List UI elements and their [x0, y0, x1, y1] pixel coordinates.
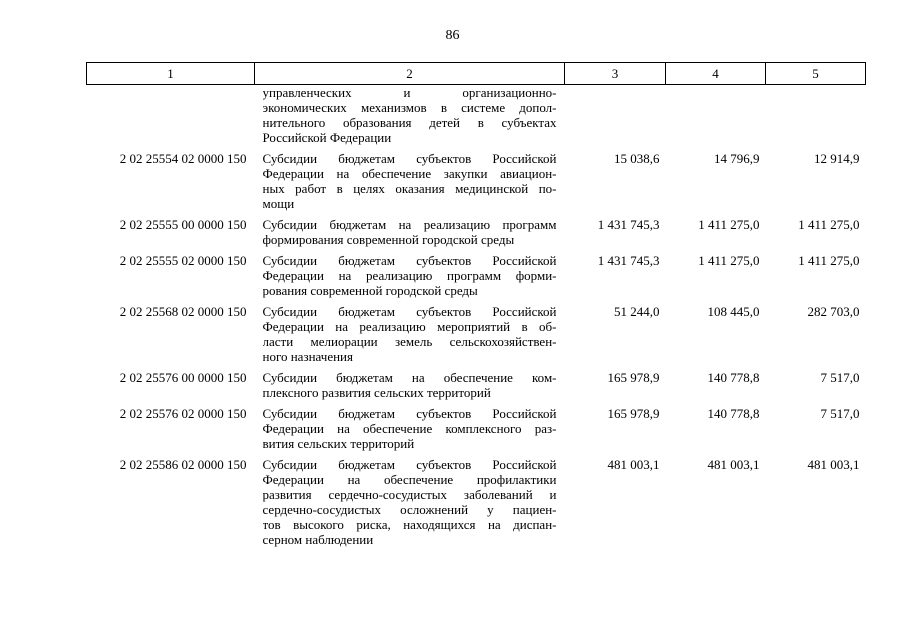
amount-col-3: 1 431 745,3: [597, 217, 660, 232]
description-line: Федерации на обеспечение профилактики: [262, 472, 557, 487]
table-row: [87, 400, 866, 451]
revenue-description: [255, 400, 565, 451]
amount-col-4: 108 445,0: [707, 304, 760, 319]
amount-col-5: 7 517,0: [820, 406, 860, 421]
amount-col-5: 1 411 275,0: [798, 217, 860, 232]
amount-col-3: 165 978,9: [607, 406, 660, 421]
revenue-description: [255, 364, 565, 400]
description-line: тов высокого риска, находящихся на диспан-: [262, 517, 557, 532]
budget-table: [86, 62, 866, 547]
table-body: [87, 85, 866, 548]
header-col-3: 3: [565, 63, 666, 85]
revenue-code: 2 02 25576 02 0000 150: [119, 406, 247, 421]
description-line: Субсидии бюджетам на обеспечение ком-: [262, 370, 557, 385]
revenue-code: 2 02 25576 00 0000 150: [119, 370, 247, 385]
description-line: Федерации на обеспечение закупки авиацион-: [262, 166, 557, 181]
table-row: [87, 298, 866, 364]
description-line: рования современной городской среды: [262, 283, 478, 298]
amount-col-3: 15 038,6: [614, 151, 660, 166]
amount-col-4: [666, 85, 766, 146]
description-line: Субсидии бюджетам на реализацию программ: [262, 217, 557, 232]
description-line: ласти мелиорации земель сельскохозяйствен-: [262, 334, 557, 349]
revenue-code: [87, 85, 255, 146]
amount-col-5: 12 914,9: [814, 151, 860, 166]
table-row: [87, 247, 866, 298]
table-row: [87, 451, 866, 547]
description-line: сердечно-сосудистых осложнений у пациен-: [262, 502, 557, 517]
amount-col-5: 1 411 275,0: [798, 253, 860, 268]
amount-col-3: 165 978,9: [607, 370, 660, 385]
amount-col-4: 14 796,9: [714, 151, 760, 166]
revenue-code: 2 02 25586 02 0000 150: [119, 457, 247, 472]
description-line: Субсидии бюджетам субъектов Российской: [262, 253, 557, 268]
revenue-code: 2 02 25568 02 0000 150: [119, 304, 247, 319]
header-col-1: 1: [87, 63, 255, 85]
table-row: [87, 211, 866, 247]
amount-col-3: [565, 85, 666, 146]
amount-col-5: 282 703,0: [807, 304, 860, 319]
page-number: 86: [445, 28, 460, 43]
revenue-description: [255, 298, 565, 364]
amount-col-5: [766, 85, 866, 146]
description-line: ного назначения: [262, 349, 353, 364]
amount-col-4: 1 411 275,0: [698, 217, 760, 232]
amount-col-4: 140 778,8: [707, 370, 760, 385]
amount-col-4: 1 411 275,0: [698, 253, 760, 268]
description-line: Федерации на реализацию мероприятий в об-: [262, 319, 557, 334]
description-line: Федерации на обеспечение комплексного раз-: [262, 421, 557, 436]
description-line: Субсидии бюджетам субъектов Российской: [262, 151, 557, 166]
revenue-code: 2 02 25555 00 0000 150: [119, 217, 247, 232]
amount-col-4: 481 003,1: [707, 457, 760, 472]
table-row: [87, 85, 866, 146]
description-line: ных работ в целях оказания медицинской по-: [262, 181, 557, 196]
header-col-4: 4: [666, 63, 766, 85]
revenue-description: [255, 451, 565, 547]
description-line: Субсидии бюджетам субъектов Российской: [262, 304, 557, 319]
revenue-code: 2 02 25555 02 0000 150: [119, 253, 247, 268]
description-line: плексного развития сельских территорий: [262, 385, 491, 400]
amount-col-3: 51 244,0: [614, 304, 660, 319]
revenue-code: 2 02 25554 02 0000 150: [119, 151, 247, 166]
amount-col-5: 7 517,0: [820, 370, 860, 385]
revenue-description: [255, 145, 565, 211]
revenue-description: [255, 211, 565, 247]
revenue-description: [255, 247, 565, 298]
amount-col-3: 481 003,1: [607, 457, 660, 472]
description-line: серном наблюдении: [262, 532, 374, 547]
description-line: экономических механизмов в системе допол-: [262, 100, 557, 115]
description-line: Субсидии бюджетам субъектов Российской: [262, 457, 557, 472]
table-row: [87, 145, 866, 211]
description-line: вития сельских территорий: [262, 436, 415, 451]
description-line: нительного образования детей в субъектах: [262, 115, 557, 130]
table-row: [87, 364, 866, 400]
description-line: мощи: [262, 196, 295, 211]
description-line: Субсидии бюджетам субъектов Российской: [262, 406, 557, 421]
revenue-description: [255, 85, 565, 146]
header-col-2: 2: [255, 63, 565, 85]
header-col-5: 5: [766, 63, 866, 85]
amount-col-5: 481 003,1: [807, 457, 860, 472]
amount-col-3: 1 431 745,3: [597, 253, 660, 268]
description-line: развития сердечно-сосудистых заболеваний и: [262, 487, 557, 502]
description-line: Российской Федерации: [262, 130, 392, 145]
header-row: [87, 63, 866, 85]
description-line: управленческих и организационно-: [262, 85, 557, 100]
amount-col-4: 140 778,8: [707, 406, 760, 421]
description-line: формирования современной городской среды: [262, 232, 515, 247]
description-line: Федерации на реализацию программ форми-: [262, 268, 557, 283]
